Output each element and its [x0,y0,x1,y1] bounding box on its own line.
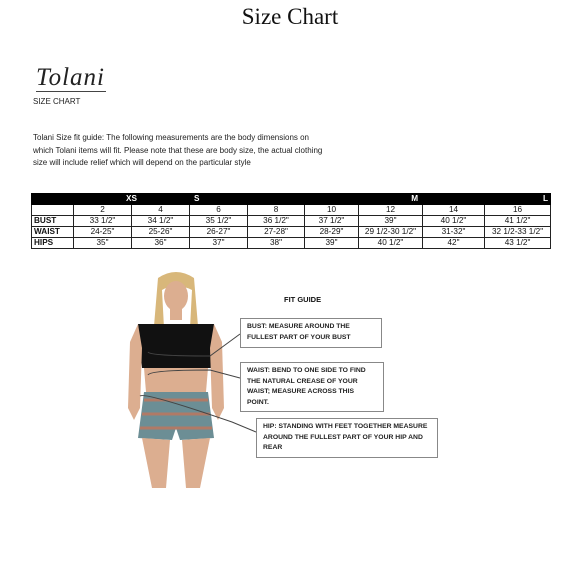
numeric-size-row [32,205,551,216]
hips-cell: 42" [423,238,485,249]
row-label-waist: WAIST [32,227,74,238]
numeric-size-cell: 14 [423,205,485,216]
brand-logo: Tolani [36,64,106,91]
size-table [31,193,551,249]
hips-cell: 39" [305,238,359,249]
numeric-size-cell: 10 [305,205,359,216]
row-label-bust: BUST [32,216,74,227]
numeric-size-cell: 4 [132,205,190,216]
page-title: Size Chart [241,4,339,29]
waist-cell: 29 1/2-30 1/2" [359,227,423,238]
waist-cell: 31-32" [423,227,485,238]
brand-underline [36,91,106,92]
letter-size-row [32,194,551,205]
waist-cell: 24-25" [74,227,132,238]
numeric-size-cell: 2 [74,205,132,216]
numeric-size-cell: 6 [190,205,248,216]
waist-row [32,227,551,238]
bust-row [32,216,551,227]
bust-cell: 33 1/2" [74,216,132,227]
bust-callout: BUST: MEASURE AROUND THE FULLEST PART OF YOUR BUST [240,318,382,348]
waist-cell: 28-29" [305,227,359,238]
hips-cell: 38" [248,238,305,249]
empty-header-cell [32,194,74,205]
hips-cell: 40 1/2" [359,238,423,249]
bust-cell: 41 1/2" [485,216,551,227]
bust-cell: 35 1/2" [190,216,248,227]
hips-row [32,238,551,249]
waist-callout: WAIST: BEND TO ONE SIDE TO FIND THE NATURAL CREASE OF YOUR WAIST; MEASURE ACROSS THIS POINT. [240,362,384,412]
model-figure [120,268,232,488]
waist-cell: 26-27" [190,227,248,238]
bust-cell: 34 1/2" [132,216,190,227]
waist-cell: 25-26" [132,227,190,238]
hips-cell: 43 1/2" [485,238,551,249]
numeric-size-cell: 12 [359,205,423,216]
hips-cell: 37" [190,238,248,249]
fit-guide-title: FIT GUIDE [284,295,322,304]
letter-size-m: M [305,194,423,205]
waist-cell: 32 1/2-33 1/2" [485,227,551,238]
hips-cell: 36" [132,238,190,249]
numeric-size-cell: 16 [485,205,551,216]
bust-cell: 40 1/2" [423,216,485,227]
fit-guide-intro: Tolani Size fit guide: The following measurements are the body dimensions on which Tolani items will fit. Please note that these are body size, the actual clothing size will include relief which will depend on the particular style [33,133,323,168]
letter-size-l: L [423,194,551,205]
empty-label-cell [32,205,74,216]
bust-cell: 39" [359,216,423,227]
letter-size-s: S [190,194,305,205]
size-chart-subtitle: SIZE CHART [33,97,81,106]
hips-cell: 35" [74,238,132,249]
numeric-size-cell: 8 [248,205,305,216]
bust-cell: 36 1/2" [248,216,305,227]
waist-cell: 27-28" [248,227,305,238]
row-label-hips: HIPS [32,238,74,249]
hip-callout: HIP: STANDING WITH FEET TOGETHER MEASURE AROUND THE FULLEST PART OF YOUR HIP AND REAR [256,418,438,458]
bust-cell: 37 1/2" [305,216,359,227]
letter-size-xs: XS [74,194,190,205]
